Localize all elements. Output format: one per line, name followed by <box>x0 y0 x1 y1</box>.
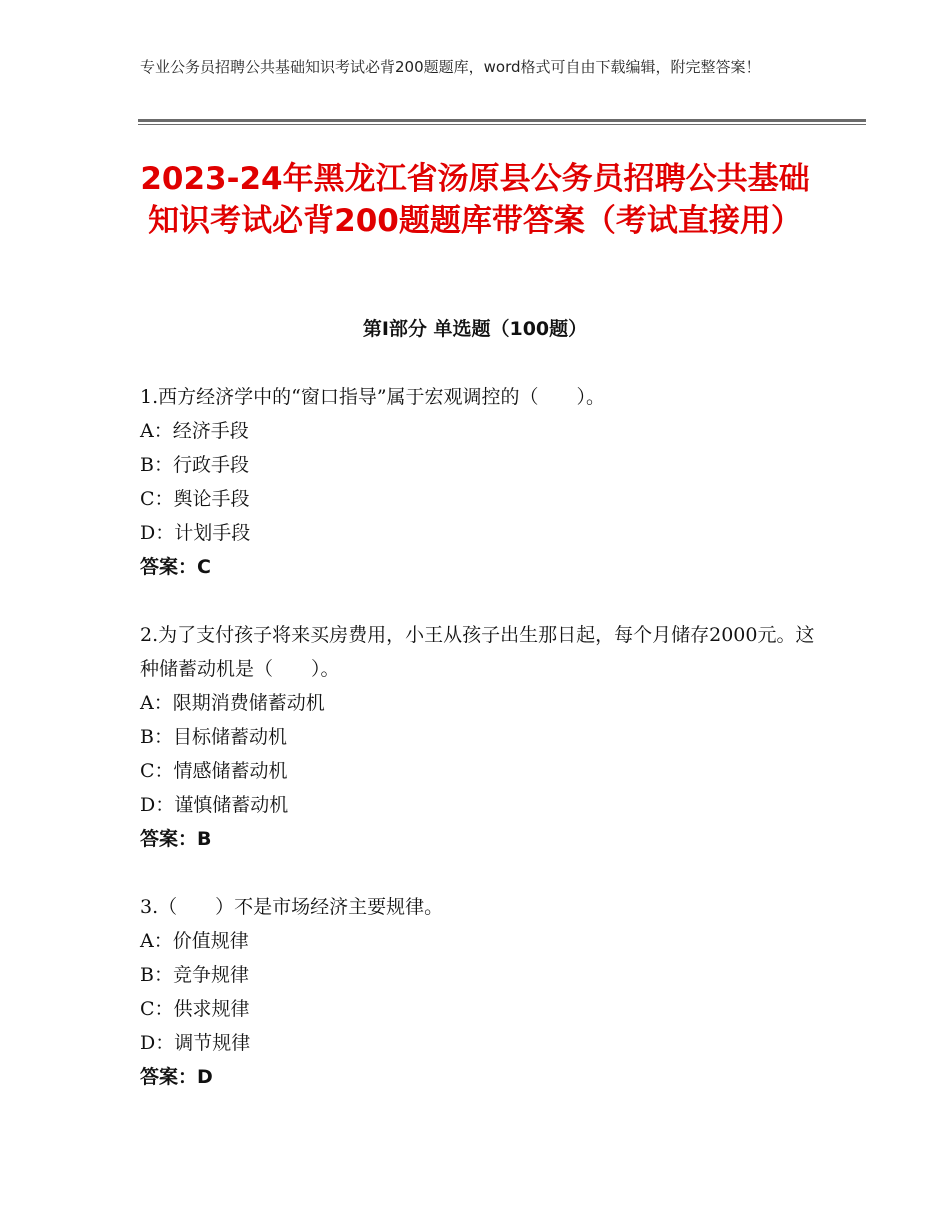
option-c: C：舆论手段 <box>140 488 250 510</box>
option-c: C：情感储蓄动机 <box>140 760 288 782</box>
option-d: D：计划手段 <box>140 522 251 544</box>
option-b: B：行政手段 <box>140 454 249 476</box>
option-a: A：限期消费储蓄动机 <box>140 692 325 714</box>
option-d: D：谨慎储蓄动机 <box>140 794 289 816</box>
option-a: A：经济手段 <box>140 420 249 442</box>
answer: 答案：B <box>140 828 212 850</box>
option-a: A：价值规律 <box>140 930 249 952</box>
question-stem: 3.（ ）不是市场经济主要规律。 <box>140 896 444 918</box>
option-c: C：供求规律 <box>140 998 250 1020</box>
document-title: 2023-24年黑龙江省汤原县公务员招聘公共基础知识考试必背200题题库带答案（考试直接用） <box>140 161 810 239</box>
section-heading: 第Ⅰ部分 单选题（100题） <box>362 318 588 340</box>
option-b: B：竞争规律 <box>140 964 249 986</box>
question-stem: 1.西方经济学中的“窗口指导”属于宏观调控的（ ）。 <box>140 386 606 408</box>
question-1 <box>140 380 820 584</box>
header-divider-thick <box>138 119 866 122</box>
header-note: 专业公务员招聘公共基础知识考试必背200题题库，word格式可自由下载编辑，附完整答案！ <box>140 58 761 76</box>
option-b: B：目标储蓄动机 <box>140 726 287 748</box>
option-d: D：调节规律 <box>140 1032 251 1054</box>
answer: 答案：D <box>140 1066 213 1088</box>
question-2 <box>140 618 820 856</box>
header-divider-thin <box>138 124 866 125</box>
question-stem: 2.为了支付孩子将来买房费用，小王从孩子出生那日起，每个月储存2000元。这种储蓄动机是（ ）。 <box>140 624 815 680</box>
answer: 答案：C <box>140 556 211 578</box>
question-list <box>140 380 820 1128</box>
question-3 <box>140 890 820 1094</box>
